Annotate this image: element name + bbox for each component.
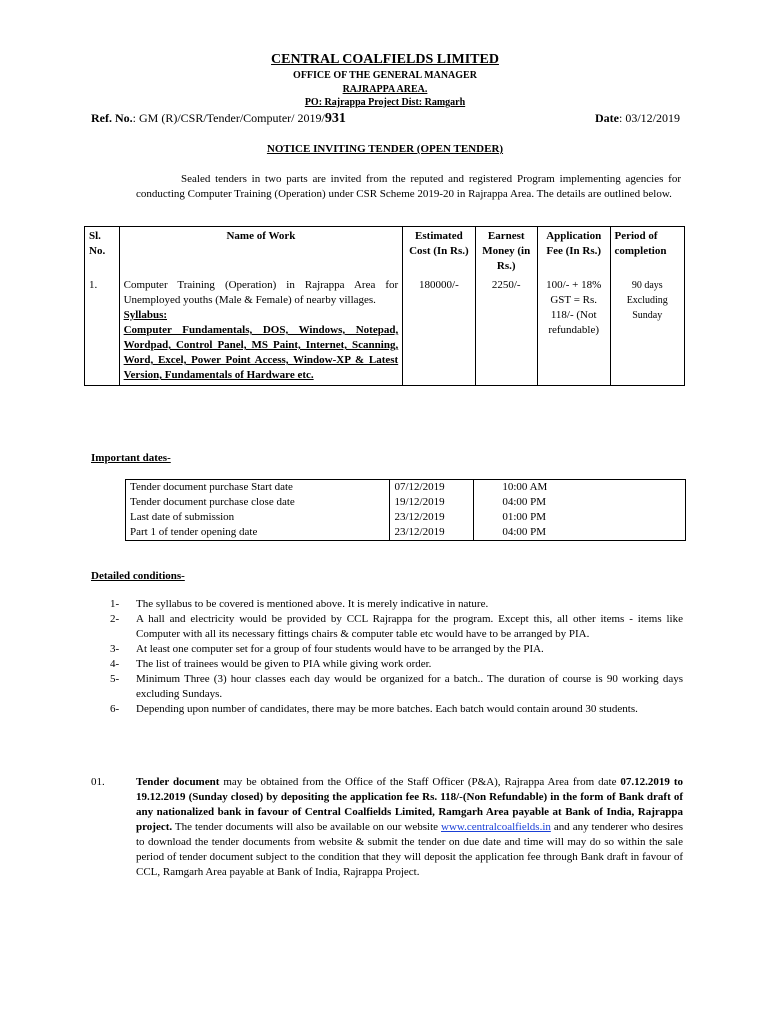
list-item: 1- The syllabus to be covered is mentioned above. It is merely indicative in nature. — [110, 598, 489, 610]
office-name: OFFICE OF THE GENERAL MANAGER — [293, 70, 477, 81]
cell-application-fee: 100/- + 18% GST = Rs. 118/- (Not refundable) — [537, 276, 610, 386]
col-header-emd: Earnest Money (in Rs.) — [475, 227, 537, 277]
list-item: 3- At least one computer set for a group of four students would have to be arranged by the PIA. — [110, 643, 544, 655]
cell-name-of-work — [119, 276, 403, 386]
col-header-cost: Estimated Cost (In Rs.) — [403, 227, 475, 277]
notice-title: NOTICE INVITING TENDER (OPEN TENDER) — [266, 143, 504, 155]
paragraph-text: Tender document may be obtained from the Office of the Staff Officer (P&A), Rajrappa Area from date 07.12.2019 to 19.12.2019 (Sunday closed) by depositing the application fee Rs. 118/-(Non Refundable) in the form of Bank draft of any nationalized bank in favour of Central Coalfields Limited, Ramgarh Area payable at Bank of India, Rajrappa project. The tender documents will also be available on our website www.centralcoalfields.in and any tenderer who desires to download the tender documents from website & submit the tender on due date and time will may do so within the sale period of tender document subject to the condition that they will deposit the application fee through Bank draft in favour of CCL, Ramgarh Area payable at Bank of India, Rajrappa Project. — [136, 776, 683, 878]
important-dates-table — [125, 479, 686, 541]
conditions-list — [110, 597, 683, 717]
date-value: 23/12/2019 — [390, 525, 474, 541]
date-event: Tender document purchase Start date — [126, 480, 390, 496]
website-link[interactable]: www.centralcoalfields.in — [441, 821, 551, 833]
area-name: RAJRAPPA AREA. — [342, 84, 428, 95]
col-header-sl: Sl. No. — [85, 227, 120, 277]
date-time: 04:00 PM — [474, 495, 686, 510]
date-value: 23/12/2019 — [390, 510, 474, 525]
table-row — [126, 525, 686, 541]
paragraph-number: 01. — [91, 776, 105, 788]
col-header-period: Period of completion — [610, 227, 684, 277]
date-time: 10:00 AM — [474, 480, 686, 496]
list-item: 4- The list of trainees would be given to PIA while giving work order. — [110, 658, 432, 670]
table-row — [126, 480, 686, 496]
date-event: Tender document purchase close date — [126, 495, 390, 510]
col-header-name: Name of Work — [119, 227, 403, 277]
reference-line — [91, 111, 680, 127]
date-event: Part 1 of tender opening date — [126, 525, 390, 541]
notice-date: Date: 03/12/2019 — [594, 111, 680, 125]
detailed-conditions-heading: Detailed conditions- — [91, 570, 185, 582]
date-event: Last date of submission — [126, 510, 390, 525]
work-description: Computer Training (Operation) in Rajrappa Area for Unemployed youths (Male & Female) of nearby villages. — [123, 279, 399, 306]
table-row — [126, 510, 686, 525]
date-time: 04:00 PM — [474, 525, 686, 541]
syllabus-text: Computer Fundamentals, DOS, Windows, Notepad, Wordpad, Control Panel, MS Paint, Internet, Scanning, Word, Excel, Power Point Access, Window-XP & Latest Version, Fundamentals of Hardware etc. — [123, 324, 399, 381]
list-item: 6- Depending upon number of candidates, there may be more batches. Each batch would contain around 30 students. — [110, 703, 638, 715]
cell-period: 90 days Excluding Sunday — [610, 276, 684, 386]
date-value: 19/12/2019 — [390, 495, 474, 510]
cell-sl: 1. — [85, 276, 120, 386]
syllabus-label: Syllabus: — [123, 309, 168, 321]
table-row — [126, 495, 686, 510]
list-item: 5- Minimum Three (3) hour classes each day would be organized for a batch.. The duration of course is 90 working days excluding Sundays. — [110, 673, 683, 700]
intro-paragraph: Sealed tenders in two parts are invited from the reputed and registered Program implementing agencies for conducting Computer Training (Operation) under CSR Scheme 2019-20 in Rajrappa Area. The details are outlined below. — [136, 173, 681, 200]
postal-address: PO: Rajrappa Project Dist: Ramgarh — [304, 97, 466, 108]
cell-estimated-cost: 180000/- — [403, 276, 475, 386]
col-header-fee: Application Fee (In Rs.) — [537, 227, 610, 277]
table-row — [85, 276, 685, 386]
company-name: CENTRAL COALFIELDS LIMITED — [271, 52, 499, 67]
cell-earnest-money: 2250/- — [475, 276, 537, 386]
list-item: 2- A hall and electricity would be provided by CCL Rajrappa for the program. Except this, all other items - items like Computer with all its necessary fittings chairs & computer table etc would have to be arranged by PIA. — [110, 613, 683, 640]
reference-number: Ref. No.: GM (R)/CSR/Tender/Computer/ 2019/931 — [91, 111, 346, 126]
important-dates-heading: Important dates- — [91, 452, 171, 464]
tender-document-paragraph — [91, 775, 683, 880]
date-time: 01:00 PM — [474, 510, 686, 525]
work-details-table — [84, 226, 685, 386]
date-value: 07/12/2019 — [390, 480, 474, 496]
